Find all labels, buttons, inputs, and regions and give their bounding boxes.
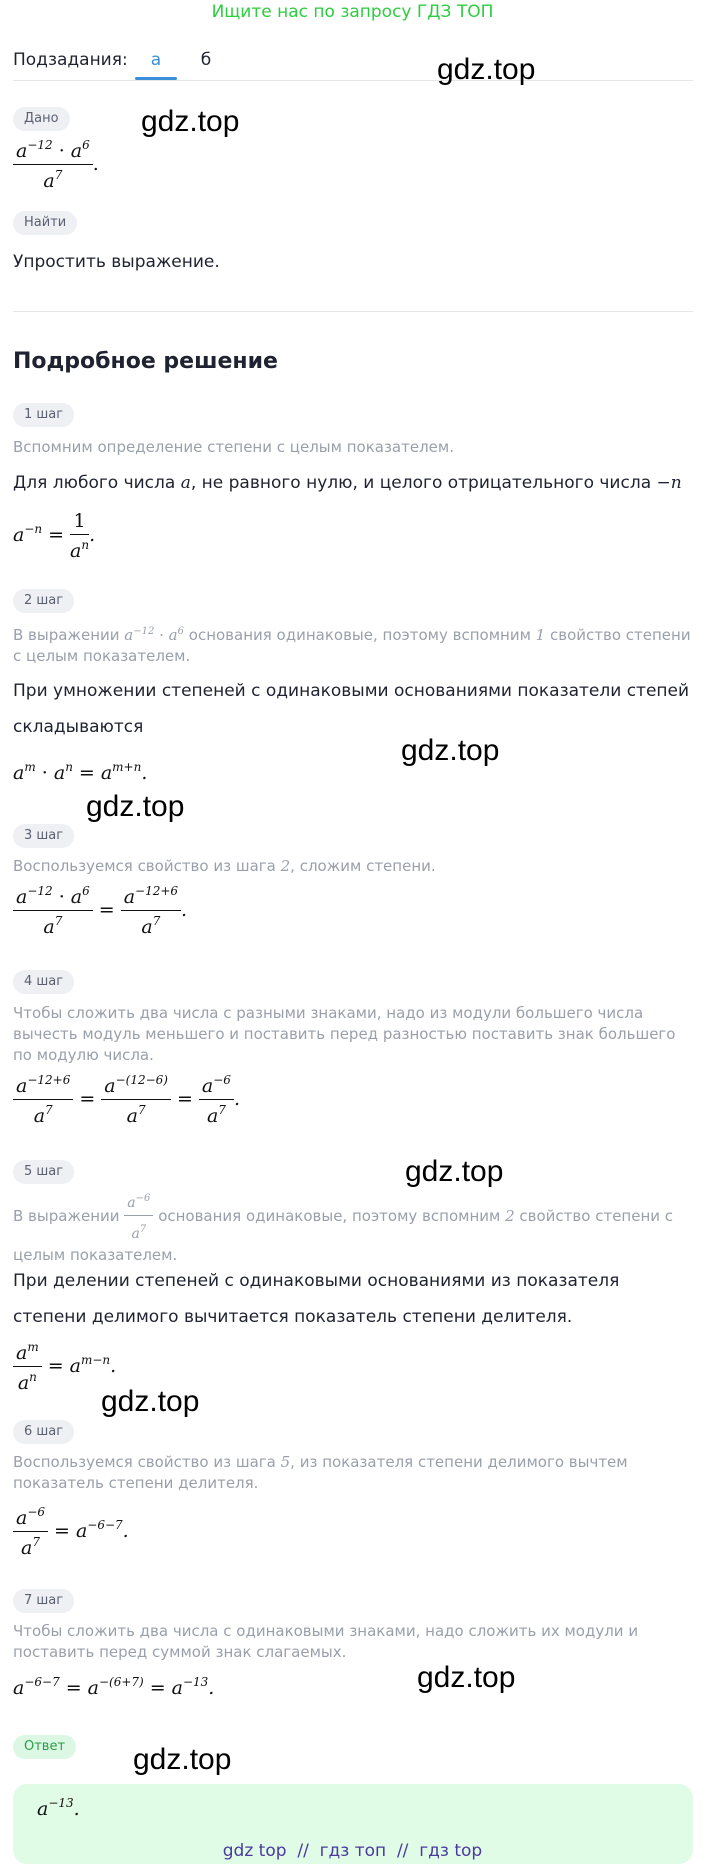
top-link[interactable]: Ищите нас по запросу ГДЗ ТОП <box>211 2 494 22</box>
step-2-bold: При умножении степеней с одинаковыми основаниями показатели степей складываются <box>13 681 690 737</box>
watermark: gdz.top <box>417 1661 516 1694</box>
watermark: gdz.top <box>401 734 500 767</box>
step-3-muted: Воспользуемся свойство из шага 2, сложим степени. <box>13 857 436 875</box>
step-4-muted: Чтобы сложить два числа с разными знаками, надо из модули большего числа вычесть модуль меньшего и поставить перед разностью поставить знак большего по модулю числа. <box>13 1004 676 1064</box>
step-1-bold: Для любого числа a, не равного нулю, и целого отрицательного числа −n <box>13 473 682 493</box>
subtasks-label: Подзадания: <box>13 50 128 70</box>
watermark: gdz.top <box>133 1743 232 1776</box>
step-6-muted: Воспользуемся свойство из шага 5, из показателя степени делимого вычтем показатель степени делителя. <box>13 1453 628 1492</box>
step-5-muted: В выражении $\frac{a^{-6}}{a^7}$ основания одинаковые, поэтому вспомним 2 свойство степени с целым показателем. <box>13 1188 693 1266</box>
step-7-muted: Чтобы сложить два числа с одинаковыми знаками, надо сложить их модули и поставить перед суммой знак слагаемых. <box>13 1622 639 1661</box>
watermark: gdz.top <box>405 1155 504 1188</box>
step-2-chip: 2 шаг <box>13 589 74 613</box>
step-5-formula: $\frac{a^m}{a^n}$ = $a^{m-n}$. <box>13 1340 116 1394</box>
step-7-formula: $a^{-6-7} = a^{-(6+7)} = a^{-13}$. <box>13 1675 215 1699</box>
answer-chip: Ответ <box>13 1735 76 1759</box>
step-6-formula: $\frac{a^{-6}}{a^7}$ = $a^{-6-7}$. <box>13 1505 129 1559</box>
given-expression: $\frac{a^{-12} \cdot a^6}{a^7}$ . <box>13 138 99 192</box>
tab-b[interactable]: б <box>200 50 212 70</box>
step-3-formula: $\frac{a^{-12} \cdot a^6}{a^7}$ = $\frac{a^{-12+6}}{a^7}$ . <box>13 884 187 938</box>
step-2-formula: $a^m \cdot a^n = a^{m+n}$. <box>13 760 148 784</box>
step-1-chip: 1 шаг <box>13 403 74 427</box>
step-4-formula: $\frac{a^{-12+6}}{a^7}$ = $\frac{a^{-(12-6)}}{a^7}$ = $\frac{a^{-6}}{a^7}$ . <box>13 1073 240 1127</box>
step-2-muted: В выражении $a^{-12} \cdot a^6$ основания одинаковые, поэтому вспомним 1 свойство степени с целым показателем. <box>13 626 691 665</box>
watermark: gdz.top <box>101 1385 200 1418</box>
subtasks-divider <box>13 80 693 81</box>
step-3-chip: 3 шаг <box>13 824 74 848</box>
step-1-formula: $a^{-n}$ = $\frac{1}{a^n}$ . <box>13 510 96 562</box>
step-4-chip: 4 шаг <box>13 970 74 994</box>
watermark: gdz.top <box>141 105 240 138</box>
step-6-chip: 6 шаг <box>13 1420 74 1444</box>
solution-title: Подробное решение <box>13 349 278 374</box>
answer-value: $a^{-13}$. <box>37 1796 80 1820</box>
find-text: Упростить выражение. <box>13 252 220 272</box>
watermark: gdz.top <box>437 53 536 86</box>
step-1-muted: Вспомним определение степени с целым показателем. <box>13 438 454 456</box>
watermark: gdz.top <box>86 790 185 823</box>
tab-a[interactable]: а <box>150 50 162 70</box>
footer-links[interactable]: gdz top // гдз топ // гдз top <box>222 1841 483 1861</box>
step-5-bold: При делении степеней с одинаковыми основаниями из показателя степени делимого вычитается показатель степени делителя. <box>13 1271 620 1327</box>
step-7-chip: 7 шаг <box>13 1589 74 1613</box>
section-divider <box>13 311 693 312</box>
given-chip: Дано <box>13 107 70 131</box>
find-chip: Найти <box>13 211 77 235</box>
step-5-chip: 5 шаг <box>13 1160 74 1184</box>
